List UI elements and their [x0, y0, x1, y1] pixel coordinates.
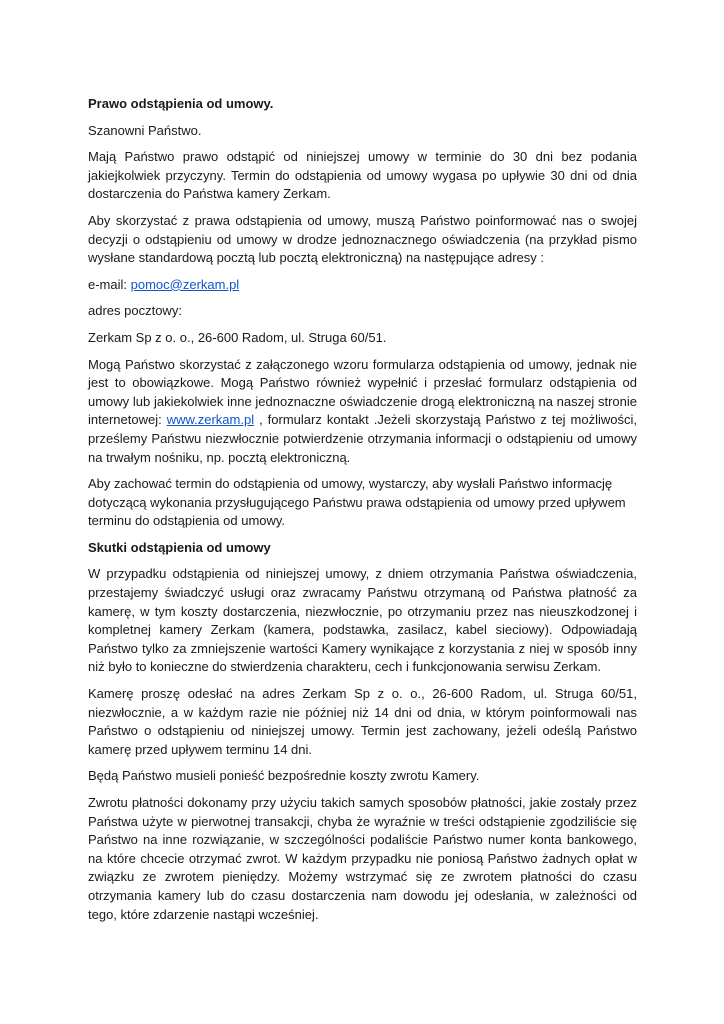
paragraph-return-costs: Będą Państwo musieli ponieść bezpośrednie koszty zwrotu Kamery. [88, 768, 480, 784]
website-link[interactable]: www.zerkam.pl [166, 412, 255, 428]
paragraph-refund: Zwrotu płatności dokonamy przy użyciu takich samych sposobów płatności, jakie zostały przez Państwa użyte w pierwotnej transakcji, chyba że wyraźnie w treści odstąpienie zgodziliście się Państwo na inne rozwiązanie, w szczególności podaliście Państwo numer konta bankowego, na które chcecie otrzymać zwrot. W każdym przypadku nie poniosą Państwo żadnych opłat w związku ze zwrotem pieniędzy. Możemy wstrzymać się ze zwrotem płatności do czasu otrzymania kamery lub do czasu dostarczenia nam dowodu jej odesłania, w zależności od tego, które zdarzenie nastąpi wcześniej. [88, 795, 637, 922]
paragraph-deadline: Aby zachować termin do odstąpienia od umowy, wystarczy, aby wysłali Państwo informację dotyczącą wykonania przysługującego Państwu prawa odstąpienia od umowy przed upływem terminu do odstąpienia od umowy. [88, 476, 626, 529]
salutation: Szanowni Państwo. [88, 122, 202, 138]
document-title: Prawo odstąpienia od umowy. [88, 96, 274, 111]
form-info-text-continued: , formularz kontakt .Jeżeli skorzystają Państwo z tej możliwości, prześlemy Państwu niezwłocznie potwierdzenie otrzymania informacji o odstąpieniu od umowy na trwałym nośniku, np. pocztą elektroniczną. [88, 412, 637, 465]
form-info-text: Mogą Państwo skorzystać z załączonego wzoru formularza odstąpienia od umowy, jednak nie jest to obowiązkowe. Mogą Państwo również wypełnić i przesłać formularz odstąpienia od umowy lub jakiekolwiek inne jednoznaczne oświadczenie drogą elektroniczną na naszej stronie internetowej: [88, 356, 637, 428]
paragraph-how-to-withdraw: Aby skorzystać z prawa odstąpienia od umowy, muszą Państwo poinformować nas o swojej decyzji o odstąpieniu od umowy w drodze jednoznacznego oświadczenia (na przykład pismo wysłane standardową pocztą lub pocztą elektroniczną) na następujące adresy : [88, 212, 637, 266]
paragraph-withdrawal-right: Mają Państwo prawo odstąpić od niniejszej umowy w terminie do 30 dni bez podania jakiejkolwiek przyczyny. Termin do odstąpienia od umowy wygasa po upływie 30 dni od dnia dostarczenia do Państwa kamery Zerkam. [88, 149, 637, 202]
section-heading-effects: Skutki odstąpienia od umowy [88, 539, 271, 555]
document-page [88, 95, 637, 932]
paragraph-effects: W przypadku odstąpienia od niniejszej umowy, z dniem otrzymania Państwa oświadczenia, przestajemy świadczyć usługi oraz zwracamy Państwu otrzymaną od Państwa płatność za kamerę, w tym koszty dostarczenia, niezwłocznie, po otrzymaniu przez nas nieuszkodzonej i kompletnej kamery Zerkam (kamera, podstawka, zasilacz, kabel sieciowy). Odpowiadają Państwo tylko za zmniejszenie wartości Kamery wynikające z korzystania z niej w sposób inny niż było to konieczne do stwierdzenia charakteru, cech i funkcjonowania serwisu Zerkam. [88, 566, 637, 675]
postal-label: adres pocztowy: [88, 303, 182, 319]
email-label: e-mail: [88, 276, 131, 292]
paragraph-form-info [88, 356, 637, 468]
email-link[interactable]: pomoc@zerkam.pl [130, 276, 240, 292]
paragraph-return-address: Kamerę proszę odesłać na adres Zerkam Sp z o. o., 26-600 Radom, ul. Struga 60/51, niezwłocznie, a w każdym razie nie później niż 14 dni od dnia, w którym poinformowali nas Państwo o odstąpieniu od niniejszej umowy. Termin jest zachowany, jeżeli odeślą Państwo kamerę przed upływem terminu 14 dni. [88, 686, 637, 757]
email-line [88, 276, 637, 295]
postal-address: Zerkam Sp z o. o., 26-600 Radom, ul. Struga 60/51. [88, 329, 387, 345]
